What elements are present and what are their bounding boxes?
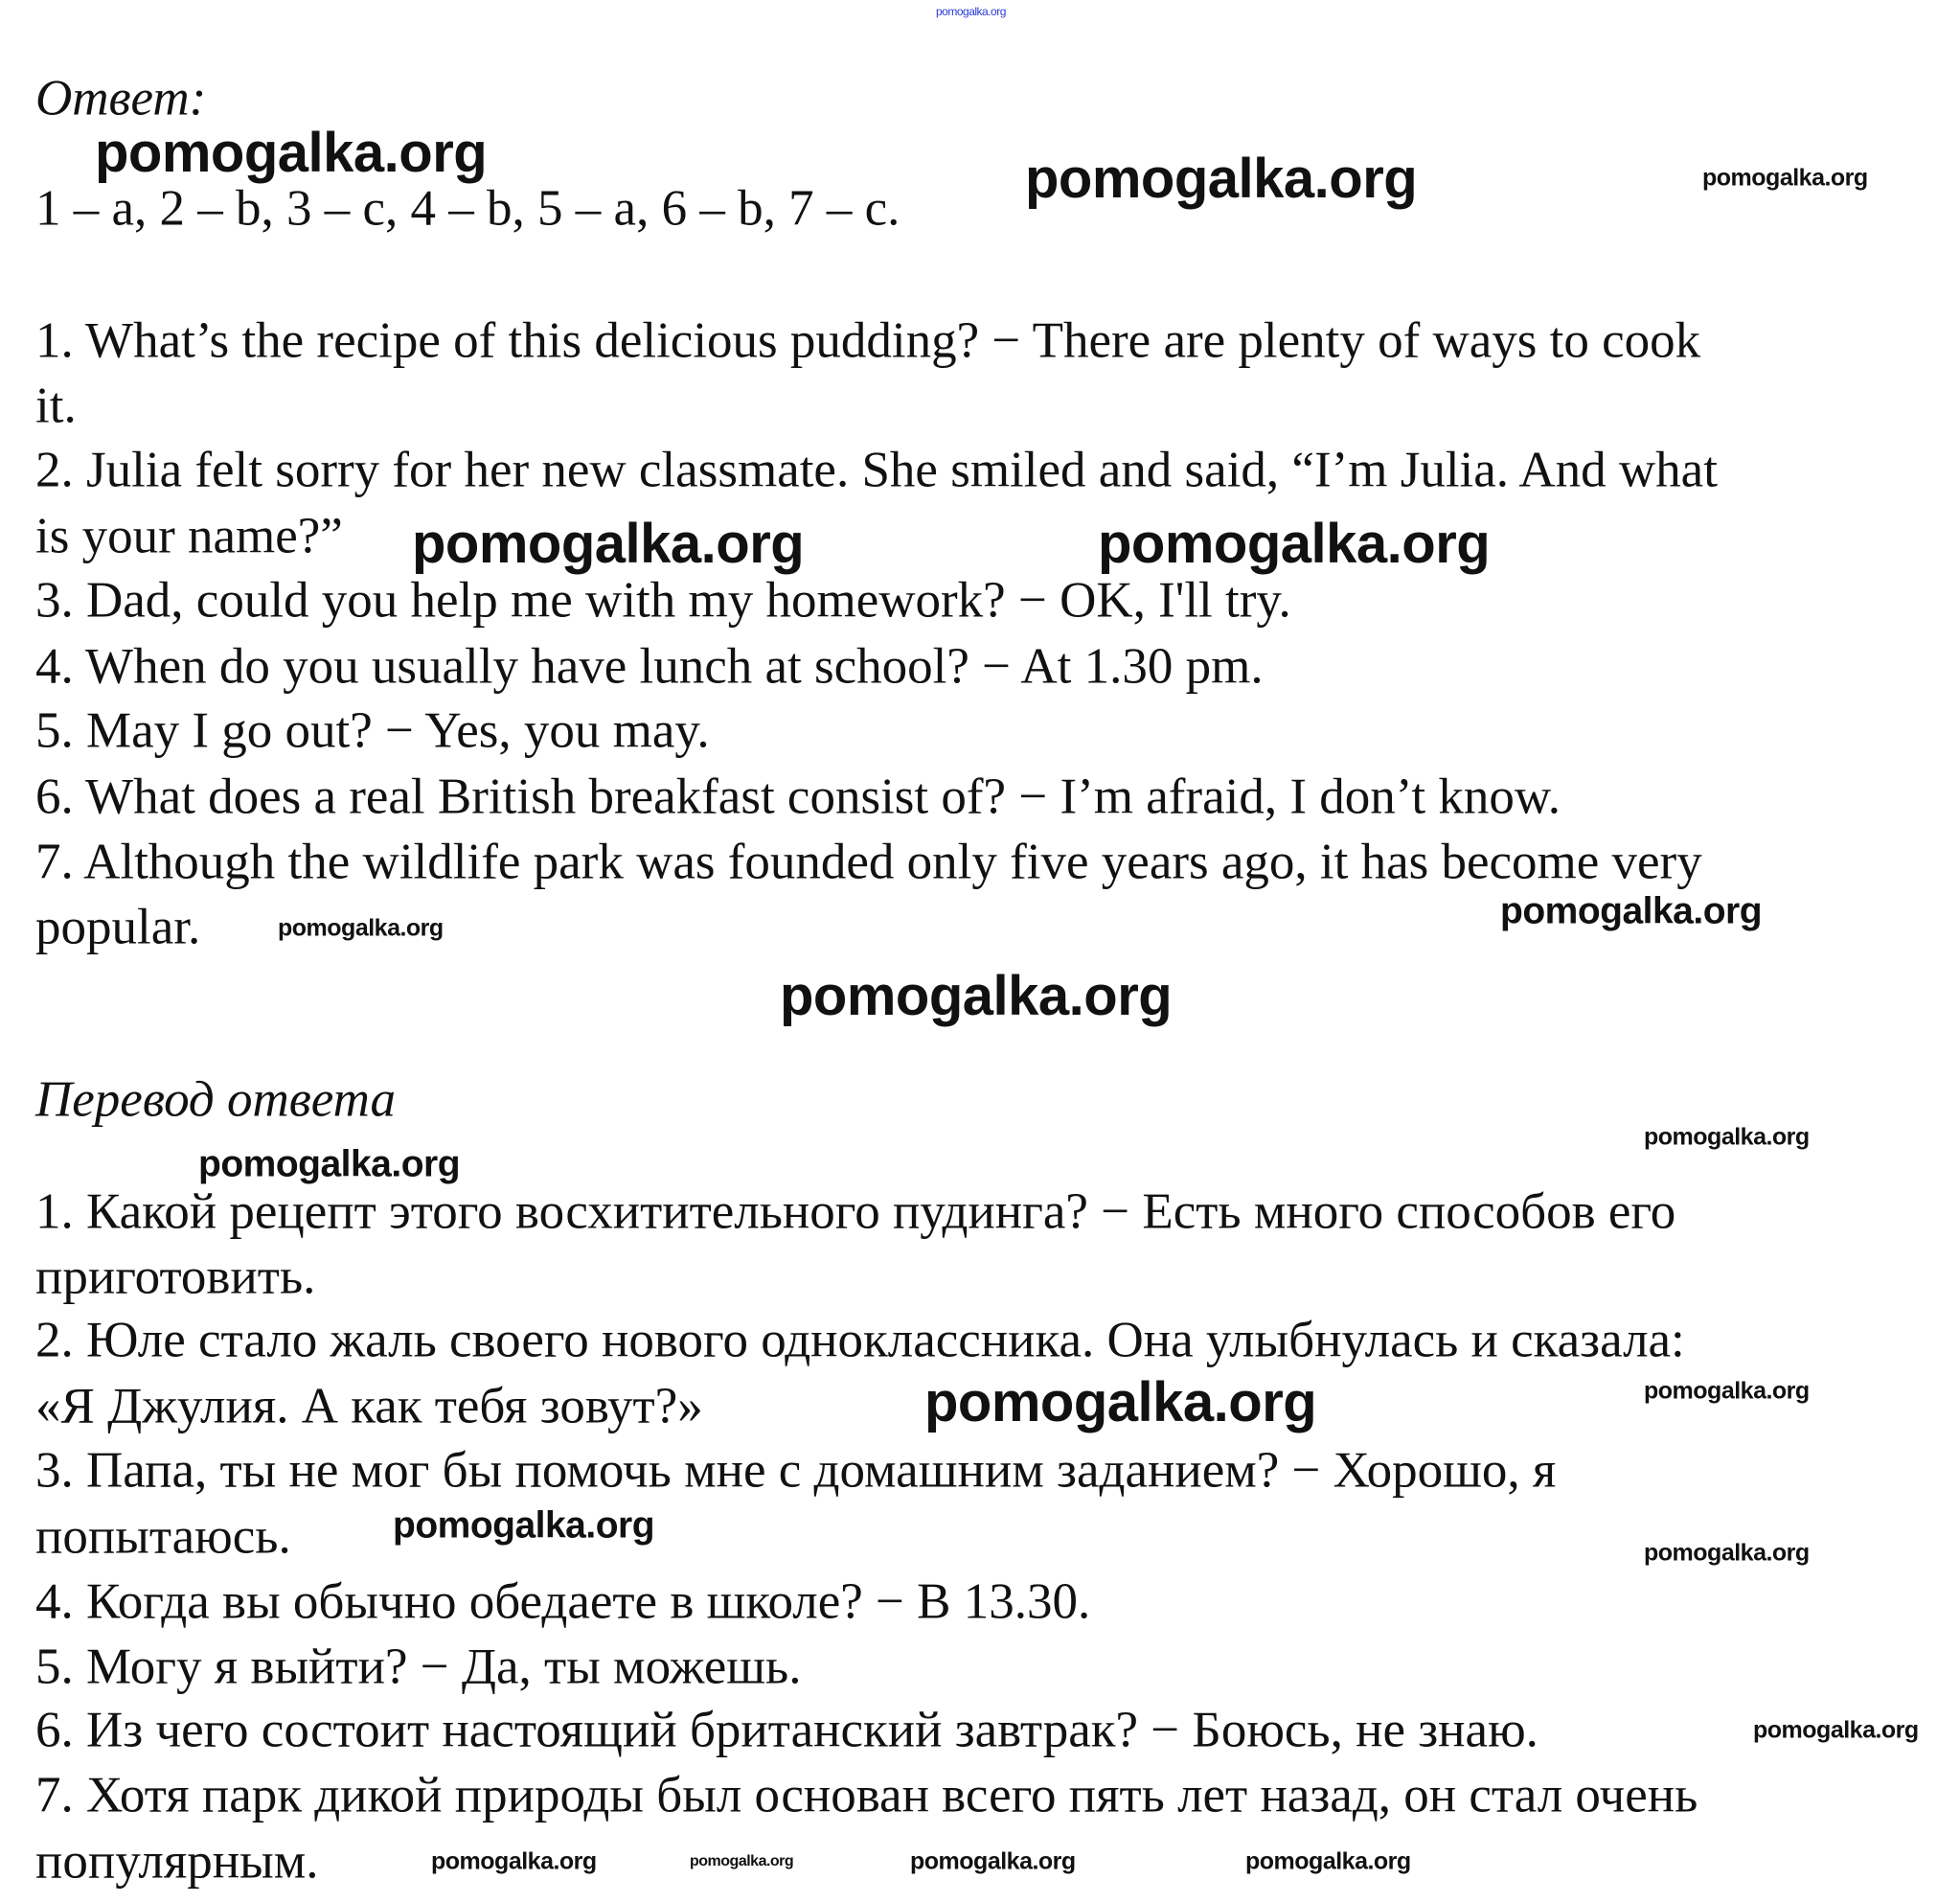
english-line: 2. Julia felt sorry for her new classmate. She smiled and said, “I’m Julia. And what [35,442,1718,498]
watermark: pomogalka.org [1644,1377,1810,1405]
english-line: popular. [35,899,201,955]
watermark: pomogalka.org [431,1847,597,1875]
english-line: 6. What does a real British breakfast consist of? − I’m afraid, I don’t know. [35,768,1561,825]
watermark: pomogalka.org [412,513,805,575]
translation-heading: Перевод ответа [35,1071,397,1128]
watermark: pomogalka.org [1702,164,1868,192]
english-line: 7. Although the wildlife park was founded only five years ago, it has become very [35,834,1702,890]
russian-line: 2. Юле стало жаль своего нового одноклассника. Она улыбнулась и сказала: [35,1312,1685,1368]
english-line: is your name?” [35,508,343,564]
russian-line: «Я Джулия. А как тебя зовут?» [35,1378,703,1434]
russian-line: 3. Папа, ты не мог бы помочь мне с домашним заданием? − Хорошо, я [35,1442,1557,1499]
russian-line: попытаюсь. [35,1508,291,1565]
watermark: pomogalka.org [1644,1539,1810,1567]
russian-line: популярным. [35,1833,319,1890]
russian-line: 7. Хотя парк дикой природы был основан всего пять лет назад, он стал очень [35,1767,1698,1823]
watermark: pomogalka.org [910,1847,1076,1875]
watermark: pomogalka.org [1753,1716,1919,1744]
watermark: pomogalka.org [1245,1847,1411,1875]
top-watermark: pomogalka.org [936,5,1006,18]
watermark: pomogalka.org [924,1371,1317,1433]
english-line: 4. When do you usually have lunch at school? − At 1.30 pm. [35,638,1264,695]
watermark: pomogalka.org [278,914,444,942]
watermark: pomogalka.org [1025,148,1418,210]
watermark: pomogalka.org [1500,890,1763,932]
answer-key: 1 – a, 2 – b, 3 – c, 4 – b, 5 – a, 6 – b, 7 – c. [35,180,900,237]
answer-heading: Ответ: [35,70,207,126]
english-line: 1. What’s the recipe of this delicious pudding? − There are plenty of ways to cook [35,312,1701,369]
russian-line: 1. Какой рецепт этого восхитительного пудинга? − Есть много способов его [35,1183,1676,1240]
watermark: pomogalka.org [1644,1123,1810,1151]
watermark: pomogalka.org [95,122,488,184]
russian-line: 4. Когда вы обычно обедаете в школе? − В 13.30. [35,1573,1091,1630]
english-line: it. [35,378,77,434]
watermark: pomogalka.org [198,1143,461,1185]
watermark: pomogalka.org [690,1853,794,1869]
watermark: pomogalka.org [393,1504,655,1547]
english-line: 5. May I go out? − Yes, you may. [35,702,710,759]
russian-line: приготовить. [35,1249,316,1305]
russian-line: 5. Могу я выйти? − Да, ты можешь. [35,1639,802,1695]
watermark: pomogalka.org [1098,513,1491,575]
watermark: pomogalka.org [780,965,1173,1027]
english-line: 3. Dad, could you help me with my homework? − OK, I'll try. [35,572,1291,629]
russian-line: 6. Из чего состоит настоящий британский завтрак? − Боюсь, не знаю. [35,1702,1538,1758]
